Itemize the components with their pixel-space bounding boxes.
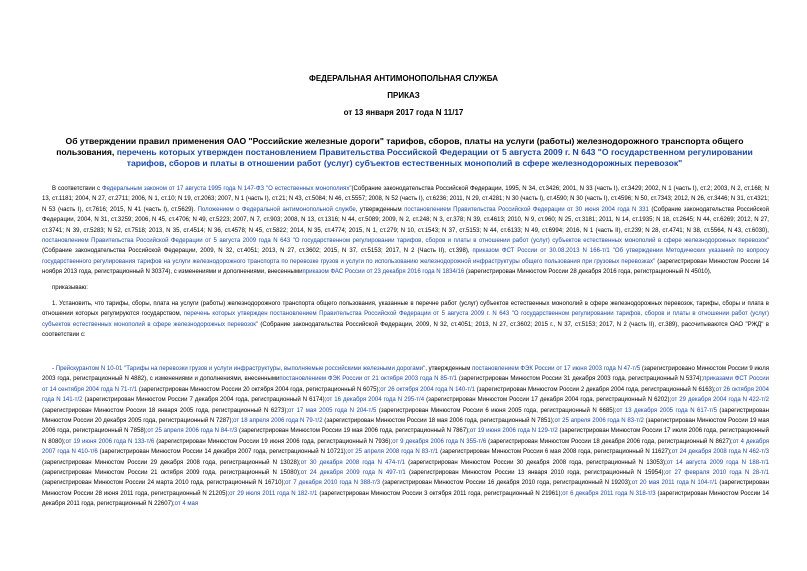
amendment-link[interactable]: от 25 апреля 2006 года N 84-т/3 — [147, 428, 238, 435]
amendment-link[interactable]: от 24 декабря 2008 года N 462-т/3 — [671, 449, 769, 456]
text: (зарегистрировано Минюстом России 9 июля 2003 года, регистрационный N 4882), с изменениями и дополнениями, внесенными — [42, 366, 770, 383]
amendment-link[interactable]: от 27 февраля 2010 года N 28-т/1 — [665, 470, 769, 477]
amendment-link[interactable]: от 14 августа 2009 года N 188-т/1 — [666, 459, 769, 466]
text: (зарегистрирован Минюстом России 28 июня 2011 года, регистрационный N 21205); — [42, 480, 769, 497]
amendment-link[interactable]: от 19 июня 2006 года N 129-т/2 — [469, 428, 558, 435]
regulation-link[interactable]: Положением о Федеральной антимонопольной службе — [197, 206, 356, 213]
amendment-link[interactable]: от 18 апреля 2006 года N 79-т/2 — [233, 418, 323, 425]
text: (зарегистрирован Минюстом России 19 мая 2006 года, регистрационный N 7858); — [42, 418, 769, 435]
title-text: Об утверждении правил применения ОАО "Российские железные дороги" тарифов, сборов, платы на услуги (работы) железнодорожного транспорта общего пользования, — [56, 136, 744, 157]
title-link[interactable]: перечень которых утвержден постановлением Правительства Российской Федерации от 5 августа 2009 г. N 643 "О государственном регулировании тарифов, сборов и платы в отношении работ (услуг) субъектов естественных монополий в сфере железнодорожных перевозок" — [116, 147, 753, 168]
doc-type-heading: ПРИКАЗ — [387, 91, 420, 100]
text: В соответствии с — [52, 186, 102, 192]
text: (зарегистрирован Минюстом России 31 декабря 2003 года, регистрационный N 5374); — [456, 376, 704, 383]
amendment-link[interactable]: от 25 апреля 2008 года N 83-т/1 — [347, 449, 439, 456]
price-list-link[interactable]: Прейскурантом N 10-01 "Тарифы на перевозки грузов и услуги инфраструктуры, выполняемые российскими железными дорогами" — [55, 366, 426, 372]
resolution-link[interactable]: постановлением Правительства Российской Федерации от 5 августа 2009 года N 643 "О государственном регулировании тарифов, сборов и платы в отношении работ (услуг) субъектов естественных монополий в сфере железнодорожных перевозок" — [42, 238, 769, 245]
text: (зарегистрирован Минюстом России 6 мая 2008 года, регистрационный N 11627); — [438, 449, 672, 456]
text: (зарегистрирован Минюстом России 20 декабря 2005 года, регистрационный N 7287); — [42, 407, 769, 425]
preamble-paragraph — [42, 184, 769, 278]
amendment-link[interactable]: от 4 мая — [174, 501, 199, 508]
text: (зарегистрирован Минюстом России 19 мая 2006 года, регистрационный N 7867); — [237, 428, 470, 435]
document-title — [42, 136, 767, 169]
agency-heading: ФЕДЕРАЛЬНАЯ АНТИМОНОПОЛЬНАЯ СЛУЖБА — [309, 74, 498, 83]
amendment-link[interactable]: от 25 апреля 2006 года N 83-т/2 — [554, 418, 644, 425]
amendment-link[interactable]: постановлением ФЭК России от 17 июня 2003 года N 47-т/5 — [472, 366, 641, 372]
text: (зарегистрирован Минюстом России 19 июня 2006 года, регистрационный N 7936); — [154, 438, 393, 445]
amendment-link[interactable]: от 6 декабря 2011 года N 318-т/3 — [562, 490, 656, 497]
law-link[interactable]: Федеральным законом от 17 августа 1995 года N 147-ФЗ "О естественных монополиях" — [101, 186, 352, 192]
text: (зарегистрирован Минюстом России 14 декабря 2011 года, регистрационный N 22607); — [42, 490, 769, 508]
text: (зарегистрирован Минюстом России 18 января 2005 года, регистрационный N 6273); — [42, 407, 289, 414]
amendment-link[interactable]: от 4 декабря 2007 года N 410-т/6 — [42, 438, 770, 456]
text: (Собрание законодательства Российской Федерации, 2009, N 32, ст.4051; 2013, N 27, ст.3602; 2015, N 37, ст.5153; 2017, N 2 (Часть II), ст.398), — [42, 248, 473, 255]
text: 1. Установить, что тарифы, сборы, плата на услуги (работы) железнодорожного транспорта общего пользования, указанные в перечне работ (услуг) субъектов естественных монополий в сфере железнодорожных перевозок, тарифы, сборы и плата в отношении которых регулируются государством, — [42, 301, 769, 318]
text: (зарегистрирован Минюстом России 18 мая 2006 года, регистрационный N 7851); — [322, 418, 555, 425]
text: (зарегистрирован Минюстом России 2 декабря 2004 года, регистрационный N 6163); — [475, 386, 716, 393]
text: (зарегистрирован Минюстом России 3 октября 2011 года, регистрационный N 21961); — [317, 490, 563, 497]
text: (Собрание законодательства Российской Федерации, 2004, N 31, ст.3259; 2006, N 45, ст.4706; N 49, ст.5223; 2007, N 7, ст.903; 2008, N 13, ст.1316; N 44, ст.5089; 2009, N 2, ст.248; N 3, ст.378; N 39, ст.4613; 2010, N 9, ст.960; N 25, ст.3181; 2011, N 14, ст.1935; N 18, ст.2645; N 44, ст.6269; 2012, N 27, ст.3741; N 39, ст.5283; N 52, ст.7518; 2013, N 35, ст.4514; N 36, ст.4578; N 45, ст.5822; 2014, N 35, ст.4774; 2015, N 1, ст.279; N 10, ст.1543; N 37, ст.5153; N 44, ст.6133; N 49, ст.6994; 2016, N 1 (часть II), ст.239; N 28, ст.4741; N 38, ст.5564, N 43, ст.6030), — [42, 206, 769, 234]
amendment-link[interactable]: от 30 декабря 2008 года N 474-т/1 — [300, 459, 406, 466]
text: (зарегистрирован Минюстом России 18 декабря 2006 года, регистрационный N 8627); — [486, 438, 733, 445]
text: (зарегистрирован Минюстом России 17 июля 2006 года, регистрационный N 8080); — [42, 428, 769, 445]
text: - — [52, 366, 56, 372]
text: (Собрание законодательства Российской Федерации, 2009, N 32, ст.4051; 2013, N 27, ст.3602; 2015 г., N 37, ст.5153; 2017, N 2 (часть II), ст.389), рассчитываются ОАО "РЖД" в соответствии с: — [42, 321, 769, 339]
resolution-link[interactable]: перечень которых утвержден постановлением Правительства Российской Федерации от 5 августа 2009 г. N 643 "О государственном регулировании тарифов, сборов и платы в отношении работ (услуг) субъектов естественных монополий в сфере железнодорожных перевозок" — [42, 311, 769, 328]
text: (зарегистрирован Минюстом России 13 января 2010 года, регистрационный N 15954); — [405, 470, 666, 477]
text: (зарегистрирован Минюстом России 30 декабря 2008 года, регистрационный N 13053); — [405, 459, 667, 466]
price-list-paragraph — [42, 364, 769, 510]
amendment-link[interactable]: от 26 октября 2004 года N 141-т/2 — [42, 386, 769, 404]
amendment-link[interactable]: от 13 декабря 2005 года N 617-т/5 — [616, 407, 717, 414]
order-word-paragraph — [42, 283, 769, 293]
text: (зарегистрирован Минюстом России 14 ноября 2013 года, регистрационный N 30374), с изменениями и дополнениями, внесенными — [42, 258, 770, 276]
text: (зарегистрирован Минюстом России 24 марта 2010 года, регистрационный N 16710); — [42, 480, 286, 487]
text: (зарегистрирован Минюстом России 7 декабря 2004 года, регистрационный N 6174); — [82, 397, 327, 404]
text: (зарегистрирован Минюстом России 14 декабря 2007 года, регистрационный N 10721); — [97, 449, 348, 456]
amendment-link[interactable]: от 26 октября 2004 года N 140-т/1 — [380, 386, 476, 393]
text: (зарегистрирован Минюстом России 17 декабря 2004 года, регистрационный N 6202); — [424, 397, 672, 404]
amendment-link[interactable]: постановлением ФЭК России от 21 октября 2003 года N 85-т/1 — [279, 376, 457, 383]
text: , утвержденным — [425, 366, 473, 372]
amendment-link[interactable]: от 16 декабря 2004 года N 295-т/4 — [326, 397, 425, 404]
amendment-link[interactable]: от 9 декабря 2006 года N 355-т/6 — [392, 438, 487, 445]
amendment-link[interactable]: от 20 мая 2011 года N 104-т/1 — [631, 480, 718, 487]
amendment-link[interactable]: от 24 декабря 2009 года N 497-т/1 — [300, 470, 406, 477]
order-link[interactable]: приказом ФАС России от 23 декабря 2016 года N 1834/16 — [302, 269, 465, 276]
amendment-link[interactable]: от 17 мая 2005 года N 204-т/5 — [288, 407, 377, 414]
amendment-link[interactable]: от 29 июля 2011 года N 182-т/1 — [229, 490, 318, 497]
amendment-link[interactable]: от 7 декабря 2010 года N 388-т/3 — [285, 480, 381, 487]
text: (зарегистрирован Минюстом России 20 октября 2004 года, регистрационный N 6075); — [137, 386, 381, 393]
amendment-link[interactable]: от 29 декабря 2004 года N 422-т/2 — [671, 397, 769, 404]
text: приказываю: — [52, 285, 88, 291]
text: (зарегистрирован Минюстом России 29 декабря 2008 года, регистрационный N 13028); — [42, 459, 301, 466]
amendment-link[interactable]: от 19 июня 2006 года N 133-т/6 — [65, 438, 155, 445]
date-number-heading: от 13 января 2017 года N 11/17 — [343, 108, 464, 117]
text: (Собрание законодательства Российской Федерации, 1995, N 34, ст.3426; 2001, N 33 (часть I), ст.3429; 2002, N 1 (часть I), ст.2; 2003, N 2, ст.168; N 13, ст.1181; 2004, N 27, ст.2711; 2006, N 1, ст.10; N 19, ст.2063; 2007, N 1 (часть I), ст.21; N 43, ст.5084; N 46, ст.5557; 2008, N 52 (часть I), ст.6236; 2011, N 29, ст.4281; N 30 (часть I), ст.4590; N 30 (часть I), ст.4596; N 50, ст.7343; 2012, N 26, ст.3446; N 31, ст.4321; N 53 (часть I), ст.7616; 2015, N 41 (часть I), ст.5629). — [42, 186, 769, 213]
text: (зарегистрирован Минюстом России 21 октября 2009 года, регистрационный N 15080); — [42, 470, 301, 477]
resolution-link[interactable]: постановлением Правительства Российской Федерации от 30 июня 2004 года N 331 — [404, 206, 649, 213]
text: (зарегистрирован Минюстом России 16 декабря 2010 года, регистрационный N 19203); — [380, 480, 632, 487]
text: (зарегистрирован Минюстом России 28 декабря 2016 года, регистрационный N 45010), — [464, 269, 712, 276]
order-link[interactable]: приказом ФСТ России от 30.08.2013 N 166-т/1 "Об утверждении Методических указаний по вопросу государственного регулирования тарифов на услуги железнодорожного транспорта по перевозке грузов и услуги по использованию железнодорожной инфраструктуры общего пользования при грузовых перевозках" — [42, 248, 769, 265]
text: , утвержденным — [355, 206, 405, 213]
clause-1-paragraph — [42, 299, 769, 341]
text: (зарегистрирован Минюстом России 6 июня 2005 года, регистрационный N 6685); — [376, 407, 617, 414]
amendment-link[interactable]: приказами ФСТ России от 14 сентября 2004 года N 71-т/1 — [42, 376, 770, 393]
